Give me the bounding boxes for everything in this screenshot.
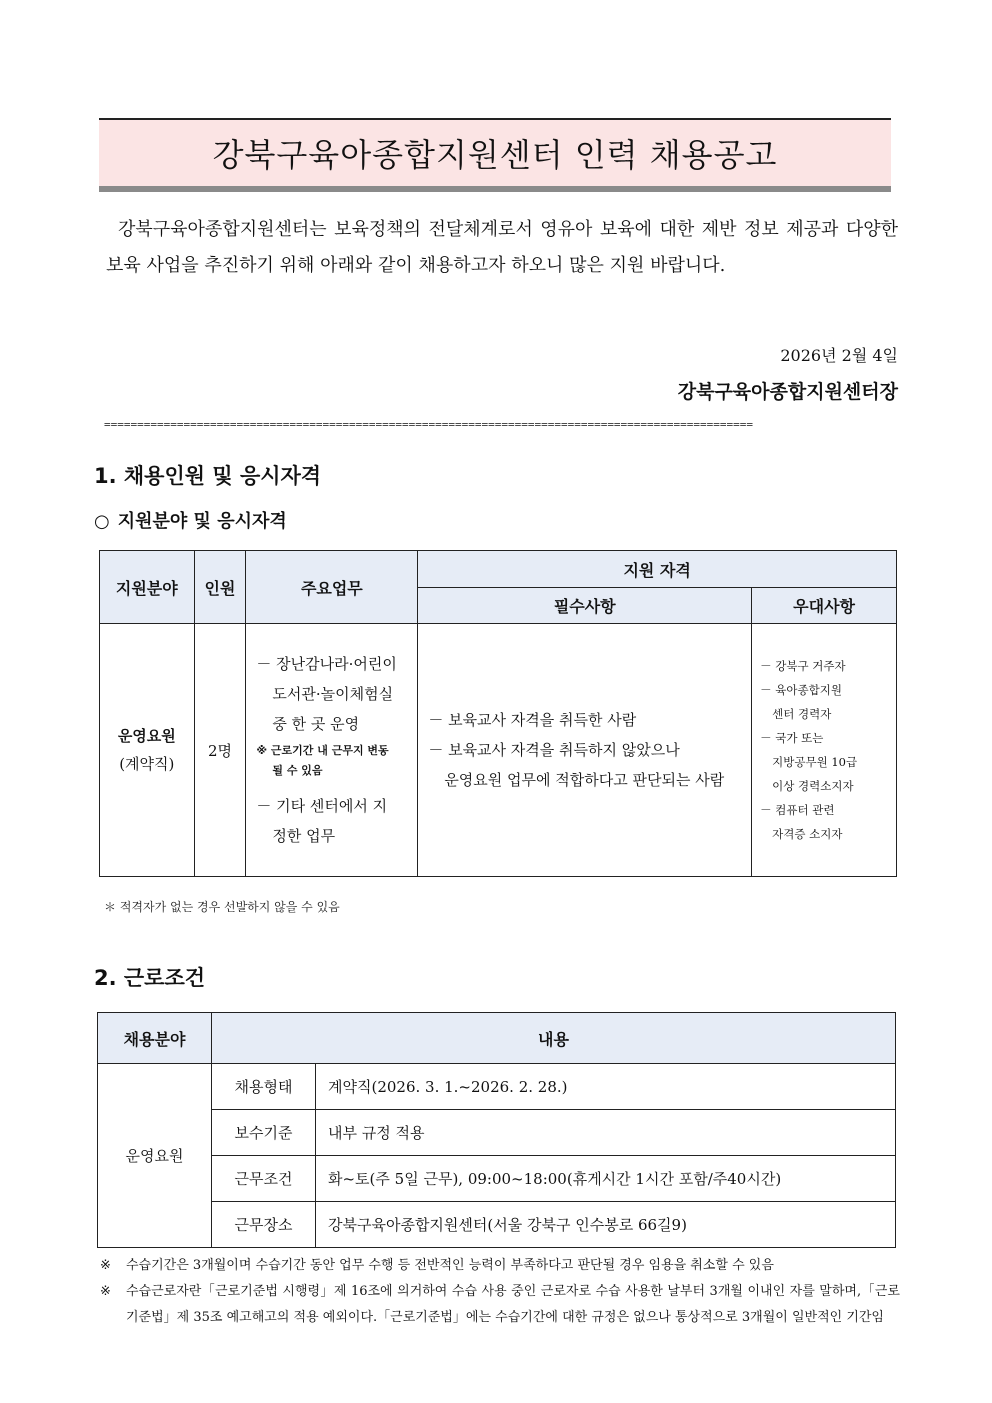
headcount-cell: 2명 <box>194 624 246 877</box>
position-name: 운영요원 <box>117 727 176 745</box>
preferred-line: 이상 경력소지자 <box>772 779 854 793</box>
duty-line: 정한 업무 <box>272 827 336 845</box>
preferred-line: 자격증 소지자 <box>772 827 843 841</box>
document-title: 강북구육아종합지원센터 인력 채용공고 <box>212 136 778 174</box>
duty-note-line: 될 수 있음 <box>272 764 323 777</box>
selection-footnote: ＊ 적격자가 없는 경우 선발하지 않을 수 있음 <box>104 900 340 914</box>
intro-paragraph: 강북구육아종합지원센터는 보육정책의 전달체계로서 영유아 보육에 대한 제반 정보 제공과 다양한 보육 사업을 추진하기 위해 아래와 같이 채용하고자 하오니 많은 지원 바랍니다. <box>106 219 898 276</box>
section1-title: 1. 채용인원 및 응시자격 <box>94 464 322 488</box>
section2-title: 2. 근로조건 <box>94 966 206 990</box>
row-value: 내부 규정 적용 <box>316 1110 896 1156</box>
header-duties: 주요업무 <box>246 551 418 624</box>
preferred-line: － 국가 또는 <box>760 731 824 745</box>
note-item <box>100 1253 900 1279</box>
header-qualification: 지원 자격 <box>418 551 897 588</box>
preferred-line: － 육아종합지원 <box>760 683 842 697</box>
row-label: 보수기준 <box>212 1110 316 1156</box>
row-label: 근무조건 <box>212 1156 316 1202</box>
preferred-line: 센터 경력자 <box>772 707 832 721</box>
row-label: 근무장소 <box>212 1202 316 1248</box>
duty-note <box>256 741 409 781</box>
section1-subtitle <box>94 507 287 533</box>
required-line: 운영요원 업무에 적합하다고 판단되는 사람 <box>444 771 725 789</box>
row-value: 계약직(2026. 3. 1.~2026. 2. 28.) <box>316 1064 896 1110</box>
preferred-line: － 강북구 거주자 <box>760 659 846 673</box>
required-cell <box>418 624 752 877</box>
preferred-cell <box>752 624 897 877</box>
duties-cell <box>246 624 418 877</box>
duty-line: － 장난감나라·어린이 <box>256 655 397 673</box>
note-text: 수습기간은 3개월이며 수습기간 동안 업무 수행 등 전반적인 능력이 부족하다고 판단될 경우 임용을 취소할 수 있음 <box>126 1258 774 1273</box>
title-banner <box>99 118 891 192</box>
position-type: (계약직) <box>119 755 175 773</box>
header-content: 내용 <box>212 1013 896 1064</box>
preferred-line: － 컴퓨터 관련 <box>760 803 835 817</box>
header-count: 인원 <box>194 551 246 624</box>
duty-line: 도서관·놀이체험실 <box>272 685 394 703</box>
header-preferred: 우대사항 <box>752 588 897 624</box>
probation-notes <box>100 1253 900 1331</box>
preferred-line: 지방공무원 10급 <box>772 755 858 769</box>
duty-line: 중 한 곳 운영 <box>272 715 360 733</box>
duty-line: － 기타 센터에서 지 <box>256 797 388 815</box>
row-value: 화~토(주 5일 근무), 09:00~18:00(휴게시간 1시간 포함/주40시간) <box>316 1156 896 1202</box>
category-cell: 운영요원 <box>98 1064 212 1248</box>
working-conditions-table <box>97 1012 896 1248</box>
qualification-table <box>99 550 897 877</box>
subtitle-text: 지원분야 및 응시자격 <box>117 511 287 532</box>
announcement-date: 2026년 2월 4일 <box>780 346 898 365</box>
note-text: 수습근로자란「근로기준법 시행령」제 16조에 의거하여 수습 사용 중인 근로자로 수습 사용한 날부터 3개월 이내인 자를 말하며,「근로기준법」제 35조 예고해고의 적용 예외이다.「근로기준법」에는 수습기간에 대한 규정은 없으나 통상적으로 3개월이 일반적인 기간임 <box>126 1284 900 1325</box>
position-cell <box>100 624 195 877</box>
note-mark: ※ <box>100 1258 111 1273</box>
note-mark: ※ <box>100 1284 111 1299</box>
required-line: － 보육교사 자격을 취득한 사람 <box>428 711 637 729</box>
row-value: 강북구육아종합지원센터(서울 강북구 인수봉로 66길9) <box>316 1202 896 1248</box>
header-field: 지원분야 <box>100 551 195 624</box>
duty-note-line: ※ 근로기간 내 근무지 변동 <box>256 744 389 757</box>
circle-bullet-icon: ○ <box>94 511 110 532</box>
required-line: － 보육교사 자격을 취득하지 않았으나 <box>428 741 680 759</box>
row-label: 채용형태 <box>212 1064 316 1110</box>
separator-line: ================================================================================================== <box>104 418 754 430</box>
note-item <box>100 1279 900 1331</box>
header-recruit-field: 채용분야 <box>98 1013 212 1064</box>
issuer: 강북구육아종합지원센터장 <box>677 381 898 403</box>
header-required: 필수사항 <box>418 588 752 624</box>
